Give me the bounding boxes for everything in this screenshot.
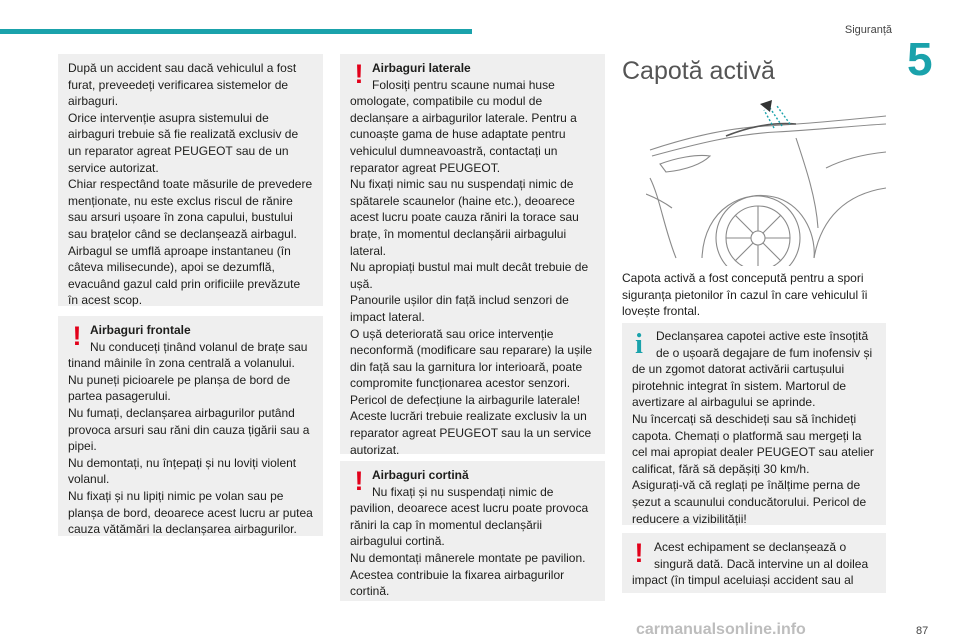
warning-side-airbags — [340, 54, 605, 457]
note-text: După un accident sau dacă vehiculul a fost furat, preveedeți verificarea sistemelor de airbaguri. Orice intervenție asupra sistemului de airbaguri trebuie să fie realizată exclusiv de un reparator agreat PEUGEOT sau de un service autorizat. Chiar respectând toate măsurile de prevedere menționate, nu este exclus riscul de rănire sau arsuri ușoare în zona capului, bustului sau brațelor când se declanșează airbagul. Airbagul se umflă aproape instantaneu (în câteva milisecunde), apoi se dezumflă, evacuând gazul cald prin orificiile prevăzute în acest scop. — [68, 61, 313, 308]
warning-curtain-airbags — [340, 461, 605, 601]
chapter-number: 5 — [907, 33, 933, 85]
intro-paragraph: Capota activă a fost concepută pentru a spori siguranța pietonilor în cazul în care vehiculul îi lovește frontal. — [622, 271, 868, 319]
section-heading: Capotă activă — [622, 57, 775, 85]
warning-text: impact (în timpul aceluiași accident sau al — [632, 573, 854, 588]
info-first-lines: Declanșarea capotei active este însoțită de o ușoară degajare de fum inofensiv și — [656, 329, 873, 360]
active-bonnet-illustration — [646, 98, 886, 266]
page-number: 87 — [916, 625, 929, 637]
warning-icon: ! — [354, 59, 364, 89]
warning-icon: ! — [354, 466, 364, 496]
section-title: Siguranță — [844, 24, 892, 36]
warning-text: pavilion, deoarece acest lucru poate provoca răniri la cap în momentul declanșării airbagului cortină. Nu demontați mânerele montate pe pavilion. Acestea contribuie la fixarea airbagurilor cortină. — [350, 501, 589, 599]
watermark: carmanualsonline.info — [636, 621, 806, 638]
warning-title: Airbaguri cortină — [372, 468, 469, 482]
warning-first-line: Folosiți pentru scaune numai huse — [372, 77, 555, 92]
warning-title: Airbaguri laterale — [372, 61, 471, 75]
warning-icon: ! — [634, 538, 644, 568]
warning-text: tinand mâinile în zona centrală a volanului. Nu puneți picioarele pe planșa de bord de partea pasagerului. Nu fumați, declanșarea airbagurilor putând provoca arsuri sau răni din cauza țigării sau a pipei. Nu demontați, nu înțepați și nu loviți violent volanul. Nu fixați și nu lipiți nimic pe volan sau pe planșa de bord, deoarece acest lucru ar putea cauza vătămări la declanșarea airbagurilor. — [68, 356, 313, 537]
header-accent-bar — [0, 29, 472, 34]
warning-icon: ! — [72, 321, 82, 351]
warning-text: omologate, compatibile cu modul de declanșare a airbagurilor laterale. Pentru a cunoaște gama de huse adaptate pentru vehiculul dumneavoastră, contactați un reparator agreat PEUGEOT. Nu fixați nimic sau nu suspendați nimic de spătarele scaunelor (haine etc.), deoarece acest lucru poate cauza răniri la torace sau brațe, în momentul declanșării airbagului lateral. Nu apropiați bustul mai mult decât trebuie de ușă. Panourile ușilor din față includ senzori de impact lateral. O ușă deteriorată sau orice intervenție neconformă (modificare sau reparare) la ușile din față sau la garnitura lor interioară, poate compromite funcționarea acestor senzori. Pericol de defecțiune la airbagurile laterale! Aceste lucrări trebuie realizate exclusiv la un reparator agreat PEUGEOT sau la un service autorizat. — [350, 94, 593, 457]
info-icon: i — [635, 329, 643, 360]
warning-first-lines: Acest echipament se declanșează o singură dată. Dacă intervine un al doilea — [654, 540, 869, 571]
warning-single-deployment — [622, 533, 886, 593]
info-active-bonnet — [622, 323, 886, 525]
info-text: de un zgomot datorat activării cartușului pirotehnic integrat în sistem. Martorul de avertizare al airbagului se aprinde. Nu încercați să deschideți sau să închideți capota. Chemați o platformă sau mergeți la cel mai apropiat dealer PEUGEOT sau atelier calificat, fără să depășiți 30 km/h. Asigurați-vă că reglați pe înălțime perna de șezut a scaunului conducătorului. Pericol de reducere a vizibilității! — [632, 362, 874, 526]
warning-first-line: Nu fixați și nu suspendați nimic de — [372, 484, 554, 499]
airbag-general-note — [58, 54, 323, 306]
warning-frontal-airbags — [58, 316, 323, 536]
warning-first-line: Nu conduceți ținând volanul de brațe sau — [90, 339, 308, 354]
warning-title: Airbaguri frontale — [90, 323, 191, 337]
